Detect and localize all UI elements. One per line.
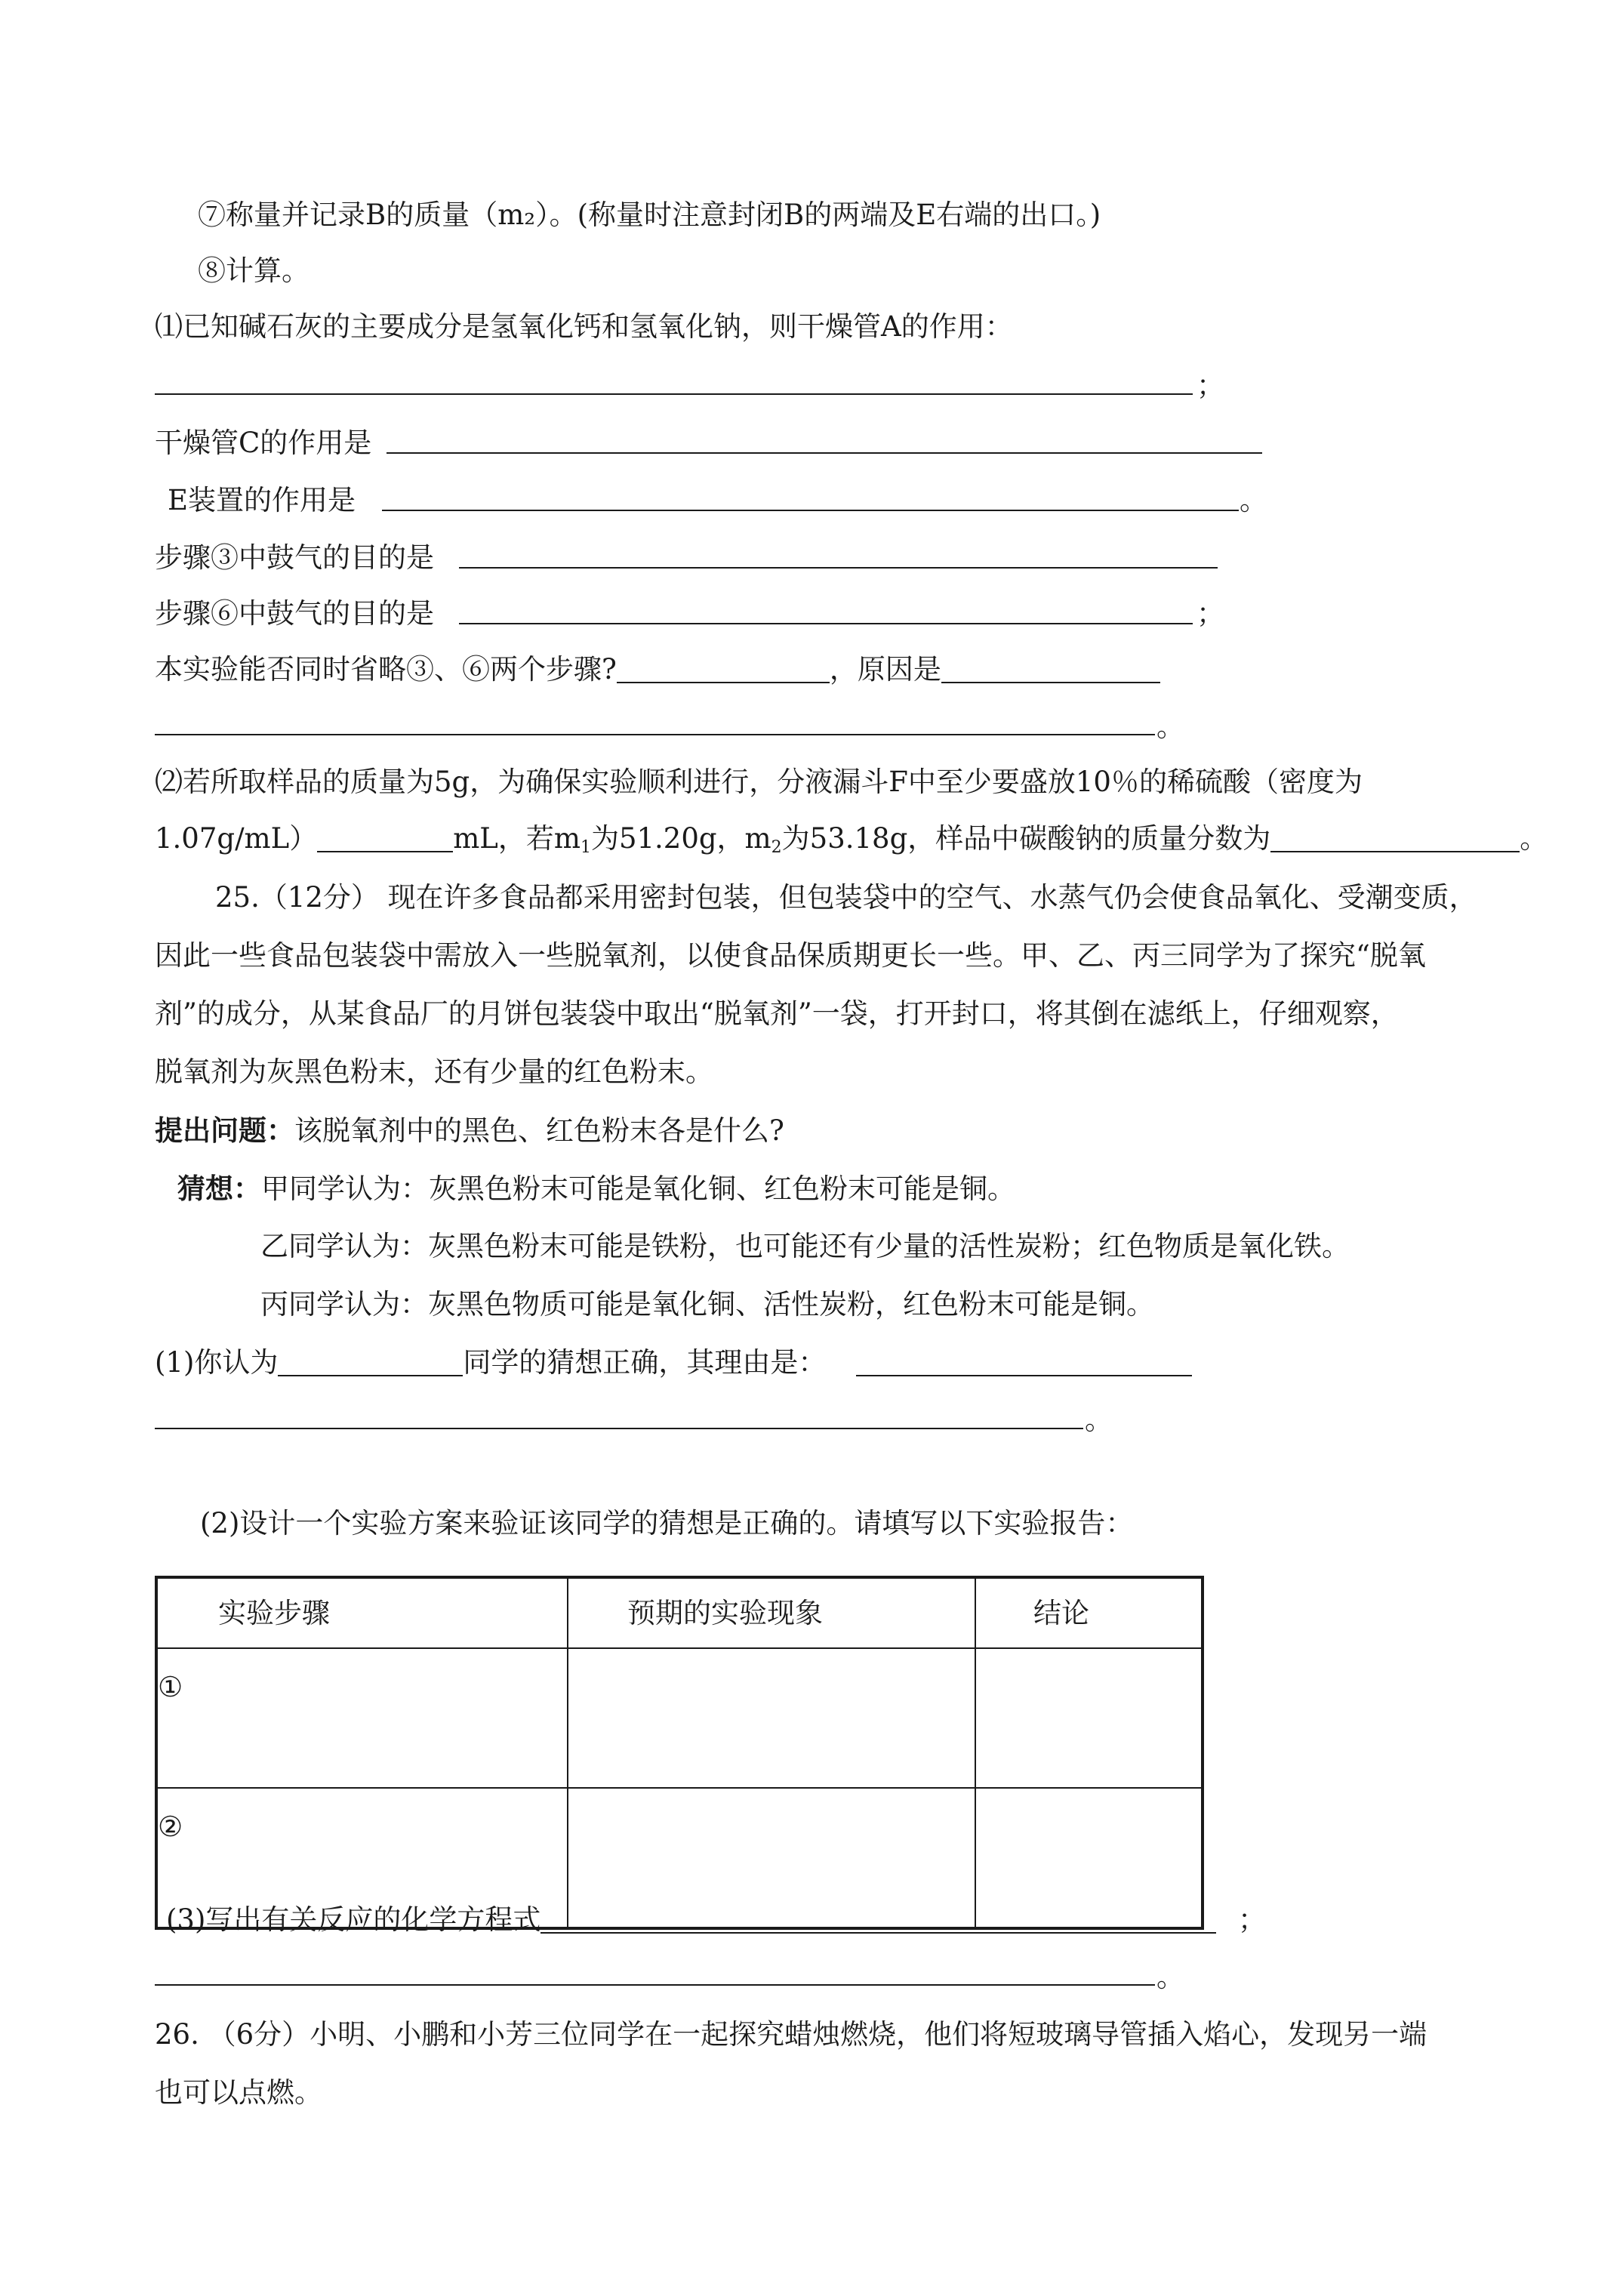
header-conclusion: 结论	[975, 1577, 1203, 1648]
answer-blank-volume[interactable]	[317, 825, 453, 852]
q1-reason-period: 。	[1156, 710, 1184, 743]
q25-part1-period: 。	[1085, 1404, 1113, 1436]
q2-period: 。	[1520, 822, 1548, 855]
q1-step6-semicolon: ；	[1196, 597, 1224, 630]
guess-label: 猜想：	[177, 1172, 261, 1205]
q2-text-d: 为53.18g，样品中碳酸钠的质量分数为	[781, 822, 1271, 855]
table-row	[156, 1648, 1203, 1788]
q25-part2: (2)设计一个实验方案来验证该同学的猜想是正确的。请填写以下实验报告：	[200, 1507, 1134, 1539]
q2-text-c: 为51.20g，m	[590, 822, 771, 855]
q25-para-line3: 剂”的成分，从某食品厂的月饼包装袋中取出“脱氧剂”一袋，打开封口，将其倒在滤纸上，仔细观察，	[155, 997, 1399, 1030]
answer-line-a[interactable]	[155, 393, 1193, 395]
step-7: ⑦称量并记录B的质量（m₂）。(称量时注意封闭B的两端及E右端的出口。)	[198, 199, 1101, 231]
q25-guess-yi: 乙同学认为：灰黑色粉末可能是铁粉，也可能还有少量的活性炭粉；红色物质是氧化铁。	[260, 1230, 1350, 1262]
q2-line2	[155, 821, 1548, 865]
q25-part1	[155, 1345, 1192, 1380]
q25-para-line2: 因此一些食品包装袋中需放入一些脱氧剂，以使食品保质期更长一些。甲、乙、丙三同学为了探究“脱氧	[155, 939, 1426, 972]
q2-density: 1.07g/mL）	[155, 822, 318, 855]
q1-step3-label: 步骤③中鼓气的目的是	[155, 541, 434, 574]
answer-line-step6[interactable]	[459, 623, 1193, 624]
answer-line-e[interactable]	[382, 510, 1239, 511]
q1-intro: ⑴已知碱石灰的主要成分是氢氧化钙和氢氧化钠，则干燥管A的作用：	[155, 310, 1013, 343]
q1-omit-label: 本实验能否同时省略③、⑥两个步骤?	[155, 653, 617, 686]
answer-line-step3[interactable]	[459, 567, 1218, 569]
part3-label: (3)写出有关反应的化学方程式	[166, 1903, 541, 1936]
cell-phenomena-1[interactable]	[568, 1648, 975, 1788]
answer-blank-reason-25[interactable]	[856, 1349, 1192, 1376]
q1-omit-line	[155, 652, 1160, 687]
guess-jia-text: 甲同学认为：灰黑色粉末可能是氧化铜、红色粉末可能是铜。	[261, 1173, 1015, 1205]
cell-conclusion-1[interactable]	[975, 1648, 1203, 1788]
answer-blank-student[interactable]	[278, 1349, 463, 1376]
header-steps: 实验步骤	[156, 1577, 568, 1648]
answer-blank-reason[interactable]	[941, 656, 1160, 683]
part1-label-a: (1)你认为	[155, 1346, 279, 1379]
q25-guess-bing: 丙同学认为：灰黑色物质可能是氧化铜、活性炭粉，红色粉末可能是铜。	[260, 1288, 1154, 1321]
q1-c-label: 干燥管C的作用是	[155, 427, 372, 459]
header-phenomena: 预期的实验现象	[568, 1577, 975, 1648]
q2-m1-sub: 1	[580, 838, 591, 857]
q2-line1: ⑵若所取样品的质量为5g，为确保实验顺利进行，分液漏斗F中至少要盛放10％的稀硫酸（密度为	[155, 766, 1363, 798]
q25-part3-semicolon: ；	[1238, 1903, 1266, 1936]
q25-part3-period: 。	[1156, 1961, 1184, 1993]
part1-label-b: 同学的猜想正确，其理由是：	[463, 1346, 827, 1379]
step-8: ⑧计算。	[198, 254, 310, 287]
q26-line2: 也可以点燃。	[155, 2076, 322, 2109]
q25-para-line1: 25.（12分） 现在许多食品都采用密封包装，但包装袋中的空气、水蒸气仍会使食品氧化、受潮变质，	[215, 881, 1477, 914]
answer-blank-omit[interactable]	[617, 656, 830, 683]
q25-part3	[166, 1903, 1216, 1937]
q1-a-semicolon: ；	[1196, 369, 1224, 402]
answer-line-reason[interactable]	[155, 734, 1155, 735]
q25-guess-jia	[177, 1171, 1015, 1207]
cell-step-1[interactable]: ①	[156, 1648, 568, 1788]
answer-blank-equation[interactable]	[540, 1906, 1216, 1934]
experiment-report-table	[155, 1576, 1204, 1930]
q25-para-line4: 脱氧剂为灰黑色粉末，还有少量的红色粉末。	[155, 1056, 713, 1088]
answer-line-reason-25[interactable]	[155, 1428, 1083, 1429]
q1-e-period: 。	[1240, 484, 1267, 516]
q1-e-label: E装置的作用是	[168, 484, 356, 516]
q2-m2-sub: 2	[771, 838, 782, 857]
q25-question	[155, 1113, 784, 1148]
question-text: 该脱氧剂中的黑色、红色粉末各是什么?	[294, 1114, 784, 1147]
q1-step6-label: 步骤⑥中鼓气的目的是	[155, 597, 434, 630]
q2-text-b: mL，若m	[453, 822, 581, 855]
table-header-row	[156, 1577, 1203, 1648]
q26-line1: 26. （6分）小明、小鹏和小芳三位同学在一起探究蜡烛燃烧，他们将短玻璃导管插入焰心，发现另一端	[155, 2018, 1427, 2051]
question-label: 提出问题：	[155, 1114, 294, 1147]
answer-line-c[interactable]	[387, 452, 1262, 454]
answer-line-equation-2[interactable]	[155, 1984, 1155, 1986]
q1-reason-label: ，原因是	[829, 653, 941, 686]
answer-blank-fraction[interactable]	[1270, 825, 1520, 852]
cell-step-2[interactable]: ②	[156, 1788, 568, 1928]
